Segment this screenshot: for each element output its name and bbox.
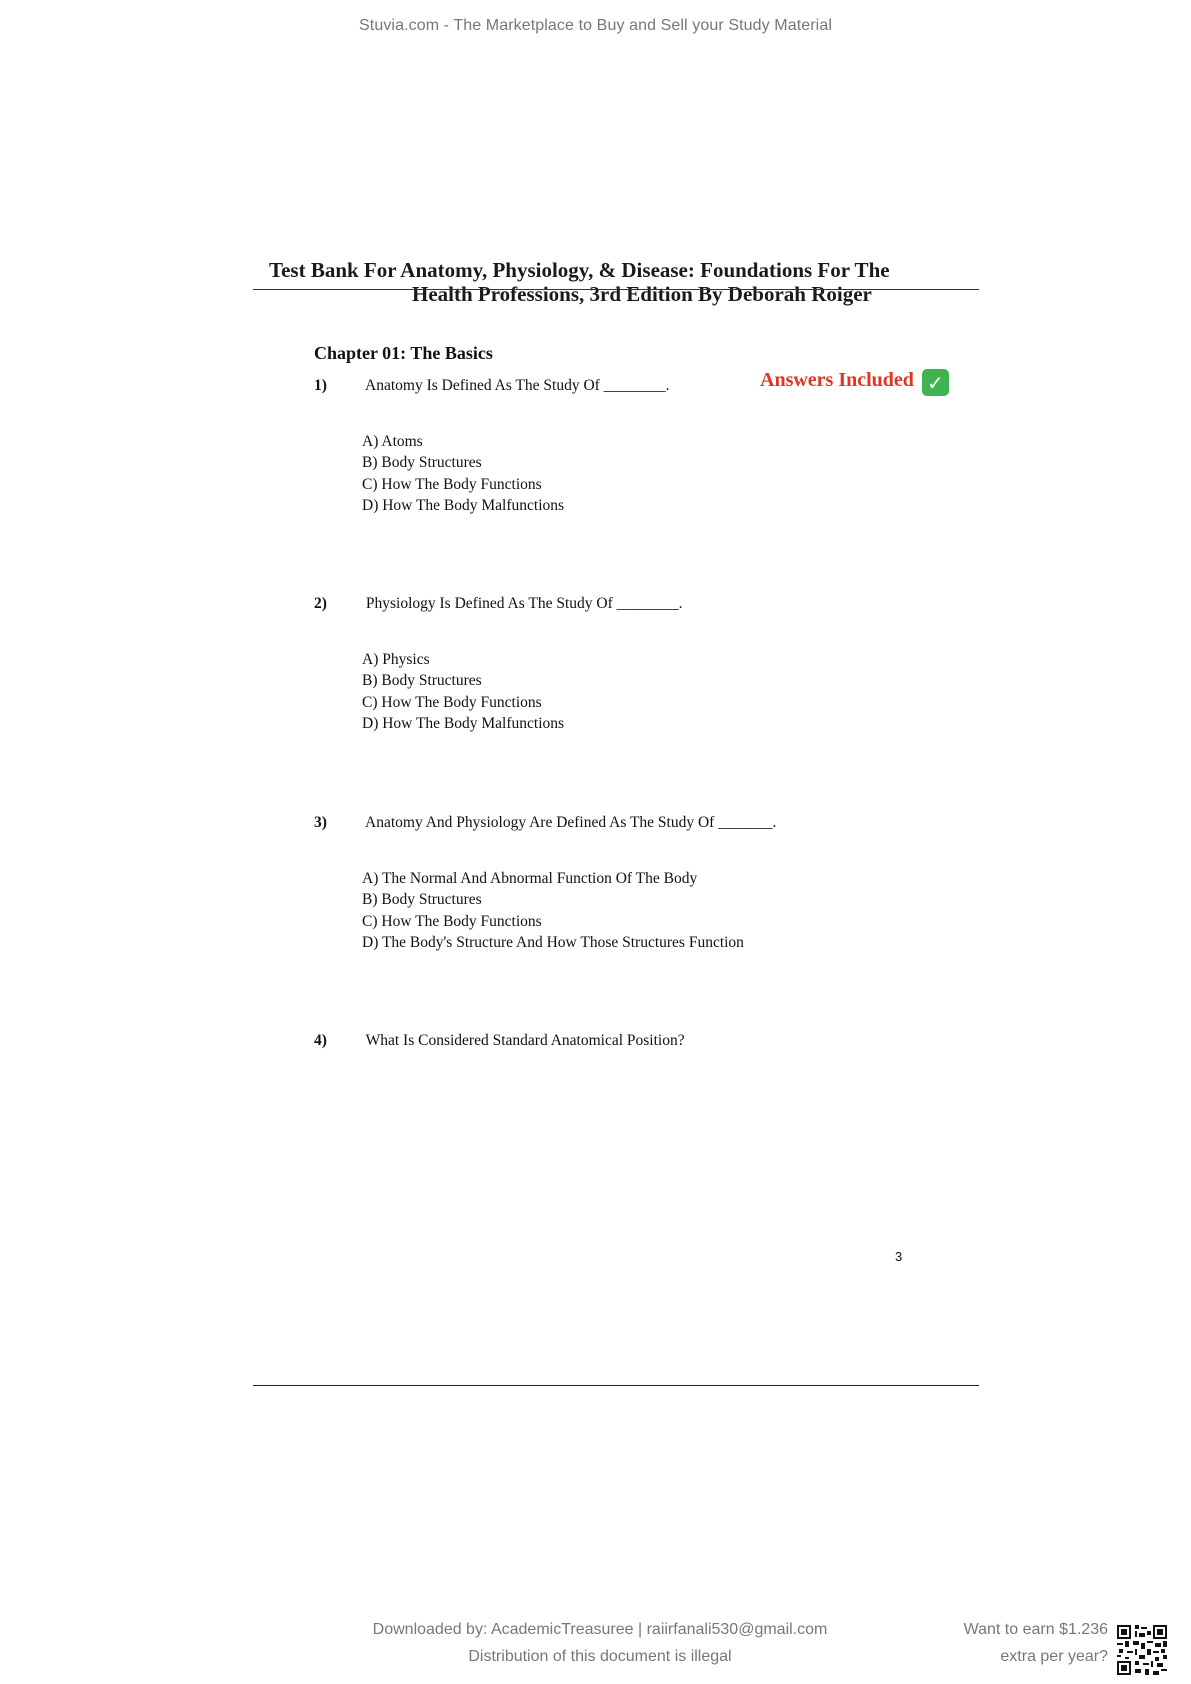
question-2: [314, 595, 682, 613]
choice-c: C) How The Body Functions: [362, 475, 542, 493]
question-number: 4): [314, 1032, 327, 1049]
question-text: What Is Considered Standard Anatomical Position?: [365, 1032, 685, 1049]
title-line-1: Test Bank For Anatomy, Physiology, & Disease: Foundations For The: [269, 258, 890, 282]
earn-promo-line-2[interactable]: extra per year?: [1000, 1648, 1108, 1665]
distribution-notice: Distribution of this document is illegal: [468, 1648, 732, 1665]
document-title: [252, 258, 972, 306]
question-2-choices: [362, 649, 564, 734]
choice-a: A) Physics: [362, 651, 430, 668]
question-1: [314, 377, 670, 395]
earn-promo-line-1[interactable]: Want to earn $1.236: [963, 1621, 1108, 1638]
downloaded-by-text: Downloaded by: AcademicTreasuree | raiirfanali530@gmail.com: [372, 1621, 828, 1638]
question-4: [314, 1032, 685, 1050]
choice-b: B) Body Structures: [362, 454, 482, 472]
choice-b: B) Body Structures: [362, 891, 482, 909]
qr-code-icon[interactable]: [1117, 1625, 1167, 1675]
choice-a: A) The Normal And Abnormal Function Of The Body: [362, 870, 698, 887]
stuvia-watermark: Stuvia.com - The Marketplace to Buy and Sell your Study Material: [359, 17, 832, 34]
question-number: 2): [314, 595, 327, 612]
question-3: [314, 814, 776, 832]
choice-d: D) How The Body Malfunctions: [362, 496, 565, 514]
choice-c: C) How The Body Functions: [362, 693, 542, 711]
choice-d: D) How The Body Malfunctions: [362, 714, 565, 732]
title-line-2: Health Professions, 3rd Edition By Deborah Roiger: [412, 282, 872, 306]
question-text: Anatomy And Physiology Are Defined As The Study Of _______.: [365, 814, 777, 831]
header-rule: [253, 289, 979, 290]
question-number: 3): [314, 814, 327, 831]
question-3-choices: [362, 868, 744, 953]
answers-included-badge: [760, 365, 949, 396]
check-mark-icon: ✓: [922, 369, 949, 396]
question-number: 1): [314, 377, 327, 394]
choice-c: C) How The Body Functions: [362, 912, 542, 930]
question-1-choices: [362, 431, 564, 516]
answers-included-label: Answers Included: [760, 369, 914, 391]
footer-rule: [253, 1385, 979, 1386]
choice-a: A) Atoms: [362, 433, 423, 450]
choice-d: D) The Body's Structure And How Those Structures Function: [362, 933, 744, 951]
page-number: 3: [895, 1249, 903, 1264]
question-text: Physiology Is Defined As The Study Of ________.: [365, 595, 683, 612]
question-text: Anatomy Is Defined As The Study Of ________.: [365, 377, 670, 394]
choice-b: B) Body Structures: [362, 672, 482, 690]
chapter-heading: Chapter 01: The Basics: [314, 343, 493, 363]
